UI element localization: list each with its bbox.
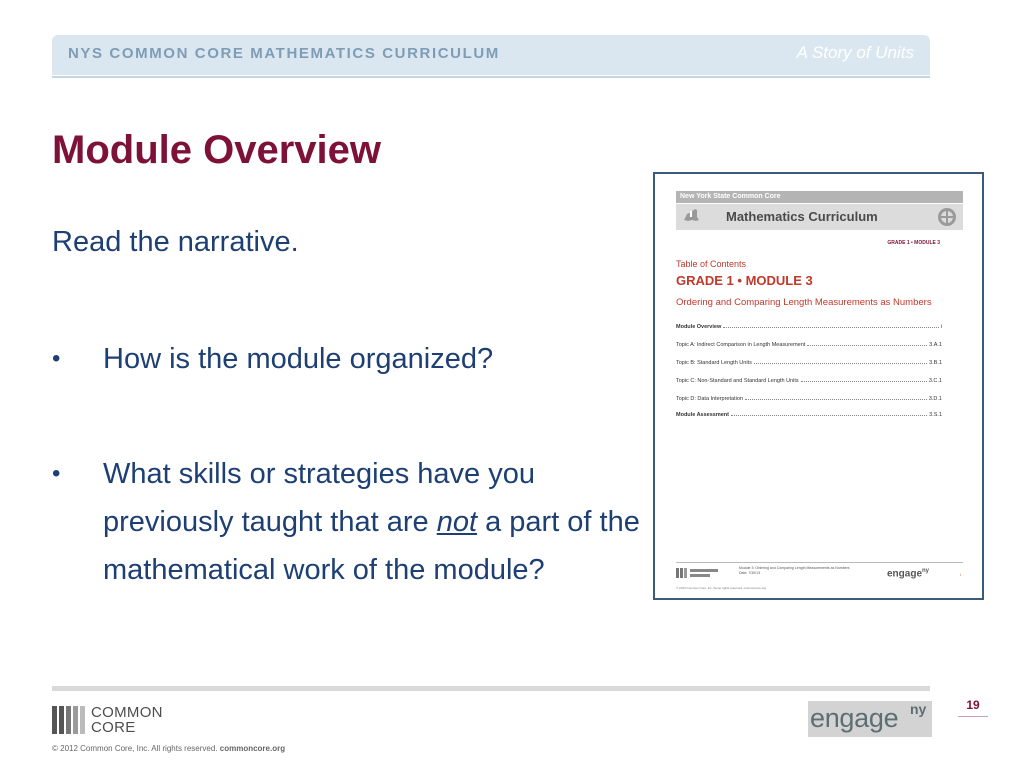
doc-engage-text: engage (887, 568, 923, 580)
copyright-text: © 2012 Common Core, Inc. All rights reserved. (52, 744, 220, 753)
doc-banner-title: Mathematics Curriculum (726, 209, 878, 224)
bullet-text-after: a part of the mathematical work of the module? (103, 506, 640, 586)
common-core-wordmark (91, 705, 163, 735)
engage-text: engage (810, 703, 899, 733)
toc-entry-page: 3.A.1 (929, 342, 942, 348)
doc-grade-small: GRADE 1 • MODULE 3 (887, 240, 940, 246)
toc-entry-page: i (940, 324, 942, 330)
toc-entry-label: Topic C: Non-Standard and Standard Length Units (676, 378, 799, 384)
ny-state-icon (682, 208, 700, 224)
document-thumbnail (653, 172, 984, 600)
toc-entry-page: 3.D.1 (928, 396, 942, 402)
bullet-item-organization (52, 335, 652, 383)
header-divider (52, 76, 930, 78)
logo-line-core: CORE (91, 719, 136, 736)
bullet-text-before: What skills or strategies have you previously taught that are (103, 458, 535, 538)
doc-copyright: © 2013 Common Core, Inc. Some rights reserved. commoncore.org (676, 586, 767, 590)
toc-leader (723, 327, 939, 328)
doc-date-meta: Date: 7/30/13 (739, 571, 761, 575)
toc-entry-page: 3.S.1 (929, 412, 942, 418)
doc-banner (676, 204, 963, 230)
copyright-site: commoncore.org (219, 744, 286, 753)
doc-footer-meta (739, 566, 859, 576)
doc-footer-divider (676, 562, 963, 563)
doc-banner-top: New York State Common Core (676, 191, 963, 203)
toc-entry (676, 410, 942, 418)
toc-leader (807, 345, 927, 346)
common-core-logo-icon (676, 566, 736, 580)
bullet-item-skills (52, 450, 652, 594)
copyright-notice (52, 744, 285, 753)
slide-number: 19 (966, 698, 980, 712)
footer-divider (52, 686, 930, 691)
doc-toc-label: Table of Contents (676, 259, 747, 269)
toc-entry-label: Topic A: Indirect Comparison in Length Measurement (676, 342, 806, 348)
toc-entry-page: 3.B.1 (929, 360, 942, 366)
common-core-logo (52, 705, 192, 735)
toc-entry (676, 340, 942, 348)
engage-sup: ny (910, 701, 927, 717)
slide-number-underline (958, 716, 988, 717)
bullet-dot: • (52, 345, 61, 372)
toc-entry-page: 3.C.1 (928, 378, 942, 384)
toc-leader (801, 381, 927, 382)
curriculum-title: NYS COMMON CORE MATHEMATICS CURRICULUM (68, 45, 500, 62)
emphasis-not: not (436, 506, 478, 538)
toc-entry-label: Module Assessment (676, 412, 729, 418)
header-bar (52, 35, 930, 75)
toc-entry-label: Module Overview (676, 324, 722, 330)
doc-grade-module: GRADE 1 • MODULE 3 (676, 273, 813, 288)
doc-engage-logo (887, 568, 929, 579)
bullet-text: How is the module organized? (103, 343, 494, 375)
slide-title: Module Overview (52, 128, 381, 172)
gear-icon (937, 207, 957, 227)
toc-entry (676, 322, 942, 330)
toc-entry (676, 394, 942, 402)
intro-text: Read the narrative. (52, 226, 299, 258)
series-title: A Story of Units (796, 43, 914, 62)
toc-leader (731, 415, 927, 416)
toc-entry (676, 376, 942, 384)
bullet-text (103, 450, 653, 594)
toc-entry-label: Topic B: Standard Length Units (676, 360, 752, 366)
toc-leader (745, 399, 927, 400)
doc-subtitle: Ordering and Comparing Length Measurements as Numbers (676, 297, 932, 308)
bullet-dot: • (52, 460, 61, 487)
common-core-bars-icon (52, 706, 86, 734)
engage-ny-logo (808, 701, 932, 737)
doc-page-number: i (960, 572, 961, 577)
toc-leader (754, 363, 927, 364)
toc-entry-label: Topic D: Data Interpretation (676, 396, 743, 402)
logo-line-common: COMMON (91, 704, 163, 721)
toc-entry (676, 358, 942, 366)
doc-module-meta: Module 3: Ordering and Comparing Length Measurements as Numbers (739, 566, 850, 570)
doc-engage-sup: ny (922, 568, 930, 574)
